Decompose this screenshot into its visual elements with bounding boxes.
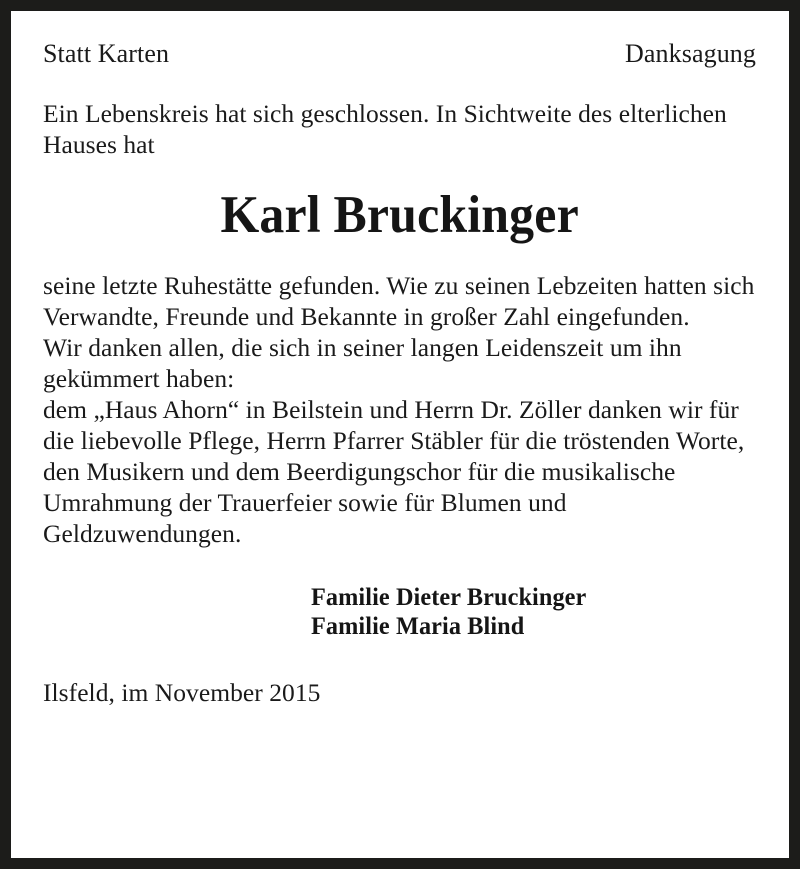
thanks-detail-paragraph: dem „Haus Ahorn“ in Beilstein und Herrn Dr. Zöller danken wir für die liebevolle Pflege, Herrn Pfarrer Stäbler für die tröstenden Worte, den Musikern und dem Beerdigungschor für die musikalische Umrahmung der Trauerfeier sowie für Blumen und Geldzuwendungen. (43, 394, 745, 548)
deceased-name-block (43, 185, 756, 244)
intro-paragraph: Ein Lebenskreis hat sich geschlossen. In Sichtweite des elterlichen Hauses hat (43, 98, 727, 159)
header-statt-karten-label: Statt Karten (43, 39, 170, 68)
notice-header-row (43, 39, 756, 69)
signatory-line: Familie Maria Blind (311, 612, 525, 640)
signature-block (43, 583, 756, 641)
place-and-date: Ilsfeld, im November 2015 (43, 677, 321, 707)
notice-body (43, 98, 756, 160)
deceased-name: Karl Bruckinger (220, 185, 579, 244)
continuation-paragraph: seine letzte Ruhestätte gefunden. Wie zu seinen Lebzeiten hatten sich Verwandte, Freunde und Bekannte in großer Zahl eingefunden. (43, 270, 755, 331)
header-danksagung-label: Danksagung (625, 39, 756, 68)
notice-inner-content (11, 11, 789, 858)
signatory-line: Familie Dieter Bruckinger (311, 583, 587, 611)
notice-body-continued (43, 270, 756, 549)
thanks-intro-paragraph: Wir danken allen, die sich in seiner langen Leidenszeit um ihn gekümmert haben: (43, 332, 682, 393)
